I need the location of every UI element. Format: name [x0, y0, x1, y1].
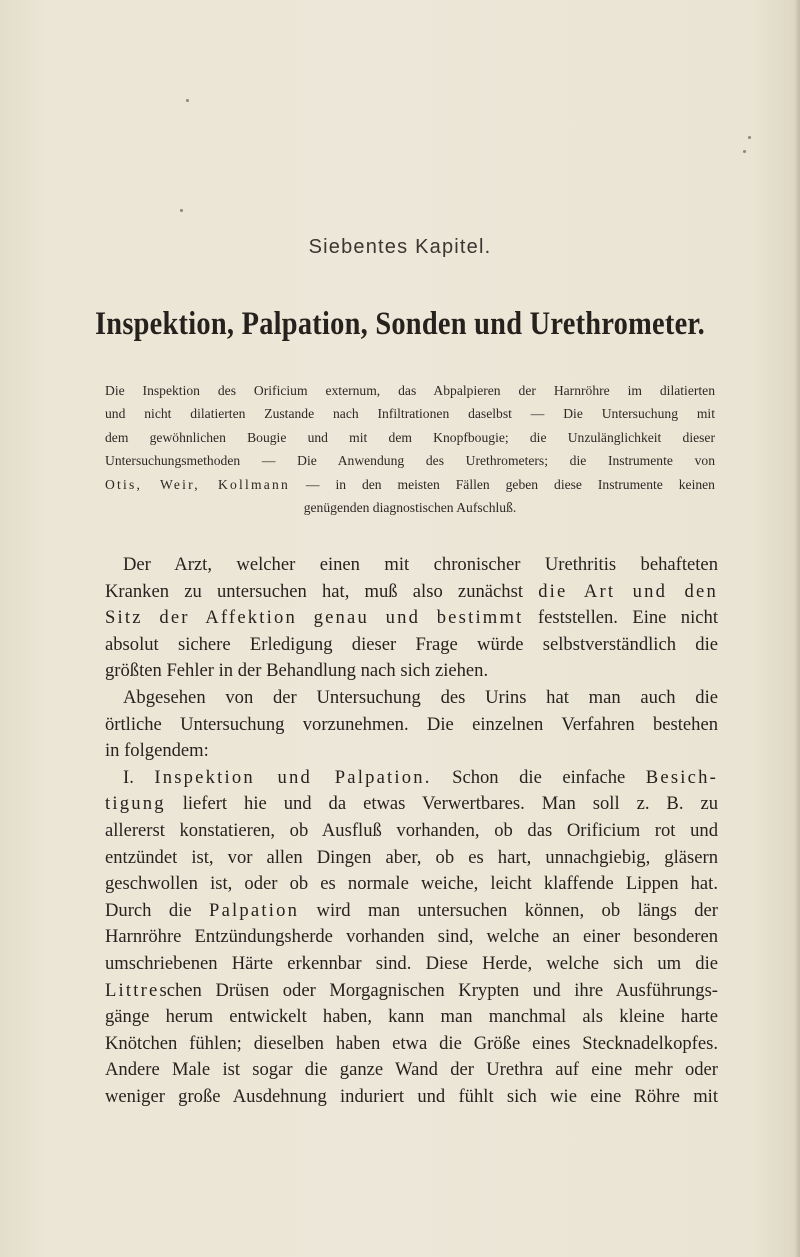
text-line: allererst konstatieren, ob Ausfluß vorhanden, ob das Orificium rot und [105, 819, 718, 841]
text-line [105, 791, 718, 818]
text-run: I. [123, 766, 155, 788]
text-run: Durch die [105, 899, 210, 921]
emphasis-spaced: Littre [105, 979, 160, 1001]
text-line: umschriebenen Härte erkennbar sind. Diese Herde, welche sich um die [105, 952, 718, 974]
text-line: entzündet ist, vor allen Dingen aber, ob es hart, unnachgiebig, gläsern [105, 846, 718, 868]
summary-line: Die Inspektion des Orificium externum, das Abpalpieren der Harnröhre im dilatierten [105, 383, 715, 398]
emphasis-spaced: tigung [105, 793, 166, 815]
text-line: Andere Male ist sogar die ganze Wand der Urethra auf eine mehr oder [105, 1059, 718, 1081]
summary-line-rest: — in den meisten Fällen geben diese Instrumente keinen [289, 476, 715, 492]
text-line: Der Arzt, welcher einen mit chronischer Urethritis behafteten [123, 554, 718, 575]
emphasis-spaced: die Art und den [538, 580, 718, 602]
text-run: Schon die einfache [431, 766, 646, 788]
summary-line: und nicht dilatierten Zustande nach Infiltrationen daselbst — Die Untersuchung mit [105, 406, 715, 422]
text-run: liefert hie und da etwas Verwertbares. Man soll z. B. zu [165, 793, 718, 815]
text-run: Kranken zu untersuchen hat, muß also zunächst [105, 580, 539, 602]
body-text [105, 552, 718, 1110]
emphasis-spaced: Besich- [645, 766, 718, 788]
summary-line [105, 473, 715, 496]
chapter-title: Inspektion, Palpation, Sonden und Urethrometer. [94, 306, 706, 342]
text-run: wird man untersuchen können, ob längs der [299, 899, 718, 921]
paper-speck [186, 99, 189, 102]
text-run: schen Drüsen oder Morgagnischen Krypten und ihre Ausführungs- [159, 979, 718, 1001]
chapter-heading: Siebentes Kapitel. [308, 236, 492, 258]
text-line: Abgesehen von der Untersuchung des Urins hat man auch die [123, 686, 718, 708]
text-line [105, 605, 718, 632]
text-line: gänge herum entwickelt haben, kann man manchmal als kleine harte [105, 1006, 718, 1028]
text-line [105, 898, 718, 925]
text-line: weniger große Ausdehnung induriert und fühlt sich wie eine Röhre mit [105, 1085, 718, 1107]
text-line [105, 978, 718, 1005]
summary-line: dem gewöhnlichen Bougie und mit dem Knopfbougie; die Unzulänglichkeit dieser [105, 429, 715, 445]
emphasis-spaced: Palpation [209, 899, 300, 921]
text-run: feststellen. Eine nicht [523, 607, 718, 629]
text-line: Harnröhre Entzündungsherde vorhanden sind, welche an einer besonderen [105, 926, 718, 948]
text-line: geschwollen ist, oder ob es normale weiche, leicht klaffende Lippen hat. [105, 873, 718, 895]
paper-speck [180, 209, 183, 212]
paper-speck [748, 136, 751, 139]
chapter-summary [105, 379, 715, 496]
text-line: örtliche Untersuchung vorzunehmen. Die einzelnen Verfahren bestehen [105, 713, 718, 735]
text-line: in folgendem: [105, 740, 209, 762]
text-line [105, 579, 718, 606]
text-line [105, 765, 718, 792]
text-line: absolut sichere Erledigung dieser Frage würde selbstverständlich die [105, 633, 718, 655]
paper-speck [743, 150, 746, 153]
summary-last-line: genügenden diagnostischen Aufschluß. [303, 500, 517, 515]
text-line: Knötchen fühlen; dieselben haben etwa die Größe eines Stecknadelkopfes. [105, 1032, 718, 1054]
section-heading-spaced: Inspektion und Palpation. [154, 766, 432, 788]
text-line: größten Fehler in der Behandlung nach sich ziehen. [105, 660, 489, 682]
page-edge-shadow [794, 0, 800, 1257]
emphasis-spaced: Sitz der Affektion genau und bestimmt [105, 607, 524, 629]
author-names: Otis, Weir, Kollmann [105, 476, 290, 492]
summary-line: Untersuchungsmethoden — Die Anwendung des Urethrometers; die Instrumente von [105, 453, 715, 469]
